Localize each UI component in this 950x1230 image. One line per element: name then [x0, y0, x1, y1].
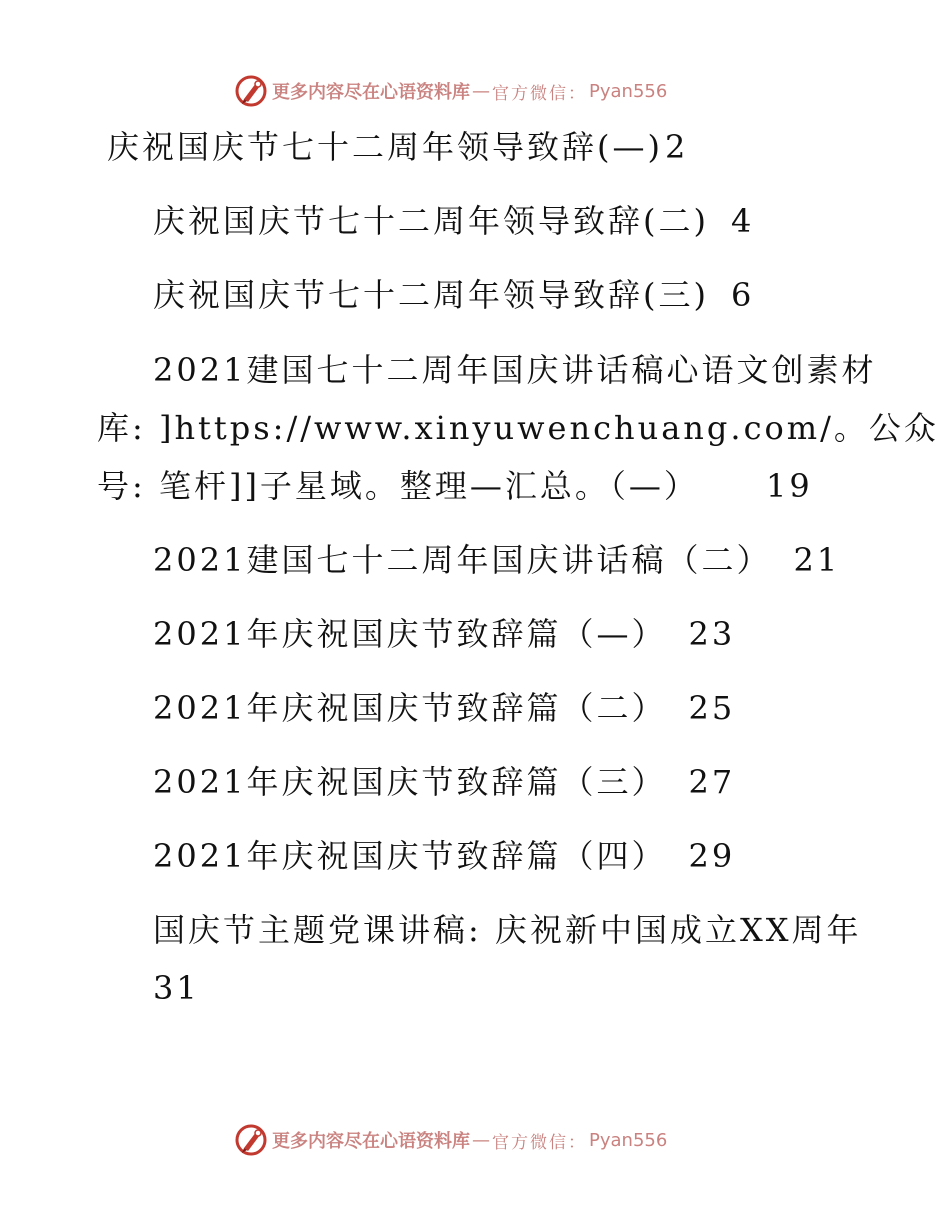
- toc-entry-2[interactable]: [153, 201, 754, 241]
- toc-entry-title: 国庆节主题党课讲稿: 庆祝新中国成立XX周年: [153, 911, 862, 949]
- watermark-dash: —: [472, 1129, 490, 1151]
- header-watermark: [234, 74, 667, 108]
- toc-entry-10-page[interactable]: [153, 968, 200, 1008]
- toc-entry-page: 4: [730, 202, 755, 240]
- toc-entry-title: 庆祝国庆节七十二周年领导致辞(二): [153, 202, 709, 240]
- pen-logo-icon: [234, 74, 268, 108]
- toc-entry-title: 2021建国七十二周年国庆讲话稿（二）: [153, 541, 772, 579]
- toc-entry-page: 21: [793, 541, 841, 579]
- watermark-dash: —: [472, 80, 490, 102]
- toc-entry-page: 23: [688, 615, 736, 653]
- watermark-wechat-label: 官方微信：: [492, 1132, 587, 1153]
- toc-entry-9[interactable]: [153, 836, 735, 876]
- toc-entry-3[interactable]: [153, 275, 754, 315]
- toc-entry-7[interactable]: [153, 688, 735, 728]
- toc-entry-page: 6: [730, 276, 755, 314]
- toc-entry-page: 2: [664, 128, 689, 166]
- watermark-wechat-id: Pyan556: [589, 1129, 668, 1151]
- toc-entry-4-line-3[interactable]: [97, 466, 699, 506]
- toc-entry-6[interactable]: [153, 614, 735, 654]
- toc-entry-10[interactable]: [153, 910, 862, 950]
- toc-entry-page: 25: [688, 689, 736, 727]
- watermark-title: 更多内容尽在心语资料库: [272, 82, 470, 103]
- watermark-wechat-id: Pyan556: [589, 80, 668, 102]
- toc-entry-title: 2021年庆祝国庆节致辞篇（二）: [153, 689, 667, 727]
- toc-entry-title: 2021年庆祝国庆节致辞篇（四）: [153, 837, 667, 875]
- toc-entry-page: 19: [766, 467, 813, 505]
- toc-entry-8[interactable]: [153, 762, 735, 802]
- toc-entry-page: 27: [688, 763, 736, 801]
- toc-entry-page: 31: [153, 969, 200, 1007]
- toc-entry-title: 2021年庆祝国庆节致辞篇（—）: [153, 615, 667, 653]
- toc-entry-title: 庆祝国庆节七十二周年领导致辞(三): [153, 276, 709, 314]
- toc-entry-title: 庆祝国庆节七十二周年领导致辞(—): [107, 128, 663, 166]
- watermark-title: 更多内容尽在心语资料库: [272, 1131, 470, 1152]
- toc-entry-4-page[interactable]: [766, 466, 813, 506]
- toc-entry-title: 2021年庆祝国庆节致辞篇（三）: [153, 763, 667, 801]
- toc-entry-page: 29: [688, 837, 736, 875]
- footer-watermark: [234, 1123, 667, 1157]
- toc-entry-4-line-2[interactable]: [97, 408, 939, 448]
- toc-entry-title: 库: ]https://www.xinyuwenchuang.com/。公众: [97, 409, 939, 447]
- pen-logo-icon: [234, 1123, 268, 1157]
- toc-entry-title: 2021建国七十二周年国庆讲话稿心语文创素材: [153, 351, 877, 389]
- toc-entry-5[interactable]: [153, 540, 840, 580]
- toc-entry-1[interactable]: [107, 127, 688, 167]
- watermark-wechat-label: 官方微信：: [492, 83, 587, 104]
- toc-entry-title: 号: 笔杆]]子星域。整理—汇总。（—）: [97, 467, 699, 505]
- toc-entry-4-line-1[interactable]: [153, 350, 876, 390]
